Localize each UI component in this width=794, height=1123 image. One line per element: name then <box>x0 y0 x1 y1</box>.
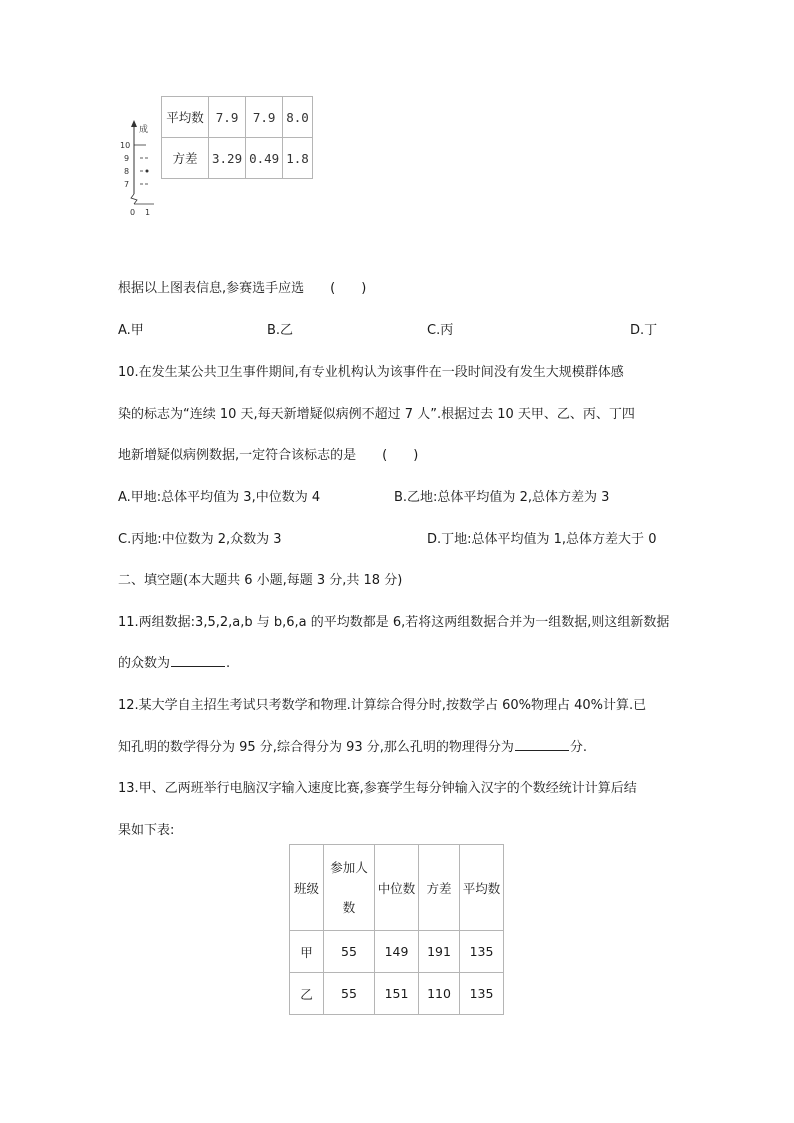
q11-line-2 <box>118 652 230 671</box>
q10-option-a: A.甲地:总体平均值为 3,中位数为 4 <box>118 490 321 505</box>
table-cell: 0.49 <box>246 138 283 179</box>
table-cell: 135 <box>460 973 504 1015</box>
data-point <box>146 170 149 173</box>
top-stats-table <box>161 96 313 179</box>
q9-prompt: 根据以上图表信息,参赛选手应选 ( ) <box>118 281 367 296</box>
table-cell: 7.9 <box>246 97 283 138</box>
q9-option-d: D.丁 <box>630 323 658 338</box>
y-tick-10: 10 <box>120 141 131 150</box>
y-tick-7: 7 <box>124 180 130 189</box>
table-cell: 55 <box>324 973 375 1015</box>
col-header-participants <box>324 845 375 931</box>
table-header-row <box>290 845 504 931</box>
table-row <box>162 138 313 179</box>
typing-speed-table <box>289 844 504 1015</box>
q10-option-c: C.丙地:中位数为 2,众数为 3 <box>118 532 282 547</box>
q13-line-2: 果如下表: <box>118 823 175 838</box>
q10-line-3: 地新增疑似病例数据,一定符合该标志的是 ( ) <box>118 448 419 463</box>
q10-line-2: 染的标志为“连续 10 天,每天新增疑似病例不超过 7 人”.根据过去 10 天甲、乙、丙、丁四 <box>118 407 635 422</box>
table-cell: 甲 <box>290 931 324 973</box>
table-cell: 149 <box>375 931 419 973</box>
y-axis-label: 成 <box>139 125 149 135</box>
table-cell: 8.0 <box>283 97 313 138</box>
axis-break <box>131 194 137 204</box>
row-label-variance: 方差 <box>162 138 209 179</box>
answer-blank <box>171 654 225 667</box>
section-heading: 二、填空题(本大题共 6 小题,每题 3 分,共 18 分) <box>118 573 403 588</box>
y-tick-9: 9 <box>124 154 130 163</box>
table-cell: 151 <box>375 973 419 1015</box>
table-cell: 3.29 <box>209 138 246 179</box>
q9-option-c: C.丙 <box>427 323 454 338</box>
table-cell: 55 <box>324 931 375 973</box>
x-tick-1: 1 <box>145 208 151 217</box>
q12-line-1: 12.某大学自主招生考试只考数学和物理.计算综合得分时,按数学占 60%物理占 40%计算.已 <box>118 698 647 713</box>
table-cell: 乙 <box>290 973 324 1015</box>
col-header-mean: 平均数 <box>460 845 504 931</box>
col-header-variance: 方差 <box>419 845 460 931</box>
col-header-median: 中位数 <box>375 845 419 931</box>
q12-line-2-end: 分. <box>569 740 588 755</box>
q9-option-b: B.乙 <box>267 323 294 338</box>
x-tick-0: 0 <box>130 208 136 217</box>
row-label-mean: 平均数 <box>162 97 209 138</box>
table-cell: 191 <box>419 931 460 973</box>
y-tick-8: 8 <box>124 167 130 176</box>
table-cell: 1.8 <box>283 138 313 179</box>
table-row <box>290 931 504 973</box>
q11-line-1: 11.两组数据:3,5,2,a,b 与 b,6,a 的平均数都是 6,若将这两组数据合并为一组数据,则这组新数据 <box>118 615 670 630</box>
q12-line-2 <box>118 736 587 755</box>
table-cell: 135 <box>460 931 504 973</box>
y-axis-arrow <box>131 120 137 127</box>
q13-line-1: 13.甲、乙两班举行电脑汉字输入速度比赛,参赛学生每分钟输入汉字的个数经统计计算后结 <box>118 781 637 796</box>
table-row <box>162 97 313 138</box>
q10-option-b: B.乙地:总体平均值为 2,总体方差为 3 <box>394 490 610 505</box>
q11-line-2-end: . <box>226 656 231 671</box>
col-header-participants-l2: 数 <box>342 899 356 915</box>
table-cell: 7.9 <box>209 97 246 138</box>
q11-line-2-text: 的众数为 <box>118 656 171 671</box>
q10-option-d: D.丁地:总体平均值为 1,总体方差大于 0 <box>427 532 657 547</box>
table-row <box>290 973 504 1015</box>
table-cell: 110 <box>419 973 460 1015</box>
q9-option-a: A.甲 <box>118 323 144 338</box>
col-header-class: 班级 <box>290 845 324 931</box>
col-header-participants-l1: 参加人 <box>330 859 368 875</box>
q10-line-1: 10.在发生某公共卫生事件期间,有专业机构认为该事件在一段时间没有发生大规模群体感 <box>118 365 624 380</box>
q12-line-2-text: 知孔明的数学得分为 95 分,综合得分为 93 分,那么孔明的物理得分为 <box>118 740 514 755</box>
answer-blank <box>515 738 569 751</box>
